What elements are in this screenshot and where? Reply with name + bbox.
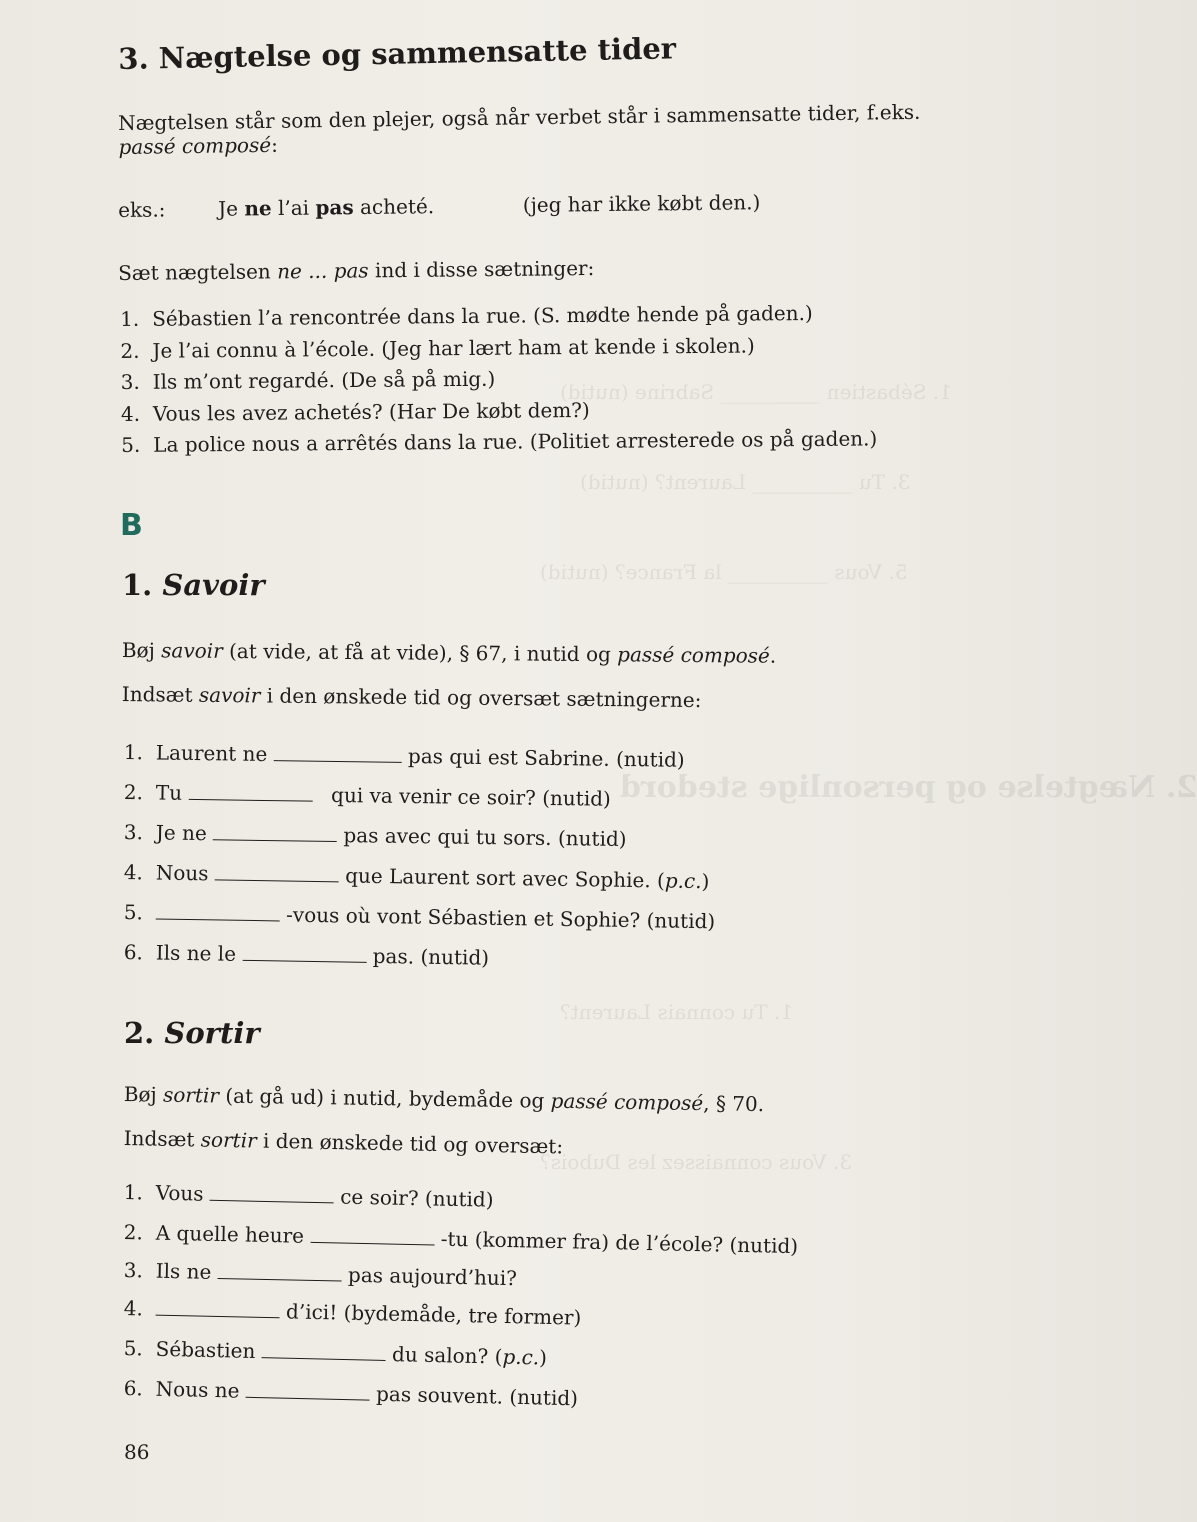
item-pre: Vous: [155, 1180, 204, 1206]
item-number: 6.: [123, 1376, 144, 1401]
item-number: 1.: [123, 1180, 144, 1205]
item-post: ce soir? (nutid): [339, 1184, 494, 1212]
sortir-line2-pre: Indsæt: [123, 1126, 195, 1152]
item-number: 4.: [120, 401, 141, 426]
item-pre: Laurent ne: [155, 740, 268, 767]
item-number: 2.: [120, 338, 140, 363]
section-3-list: [120, 297, 877, 461]
item-number: 3.: [120, 369, 140, 394]
answer-blank[interactable]: [274, 744, 402, 763]
list-item: [124, 740, 685, 772]
item-text: Ils m’ont regardé. (De så på mig.): [152, 366, 496, 394]
item-number: 1.: [120, 306, 140, 331]
savoir-line1-mid: (at vide, at få at vide), § 67, i nutid og: [228, 638, 611, 667]
intro-colon: :: [270, 132, 279, 157]
sortir-line2-post: i den ønskede tid og oversæt:: [262, 1128, 564, 1159]
item-text: Je l’ai connu à l’école. (Jeg har lært ham at kende i skolen.): [152, 332, 755, 363]
answer-blank[interactable]: [156, 1299, 280, 1319]
savoir-line2-verb: savoir: [198, 682, 261, 708]
answer-blank[interactable]: [242, 944, 366, 963]
item-pre: Nous: [155, 860, 209, 886]
show-through-line: 5. Vous __________ la France? (nutid): [540, 560, 908, 584]
item-post: pas souvent. (nutid): [375, 1381, 579, 1411]
list-item: [124, 780, 611, 811]
item-post: pas qui est Sabrine. (nutid): [407, 743, 685, 772]
item-number: 1.: [123, 740, 144, 765]
sortir-line2-verb: sortir: [200, 1127, 257, 1153]
list-item: [120, 297, 876, 335]
list-item: [123, 1220, 798, 1258]
savoir-instruction-1: [122, 638, 776, 668]
example-je: Je: [218, 196, 239, 221]
sortir-line1-pre: Bøj: [123, 1082, 157, 1107]
section-3-task: [118, 256, 594, 285]
page-number: 86: [124, 1440, 150, 1464]
item-post: que Laurent sort avec Sophie. (: [345, 863, 666, 893]
sortir-instruction-1: [124, 1082, 765, 1116]
intro-term: passé composé: [118, 132, 272, 159]
item-number: 5.: [123, 900, 144, 925]
example-translation: (jeg har ikke købt den.): [522, 190, 761, 218]
item-post: -tu (kommer fra) de l’école? (nutid): [440, 1226, 799, 1259]
sortir-line1-verb: sortir: [162, 1082, 220, 1108]
answer-blank[interactable]: [218, 1262, 342, 1282]
savoir-heading-number: 1.: [122, 568, 153, 602]
item-pre: Je ne: [155, 820, 207, 846]
item-post-abbrev: p.c.: [502, 1344, 540, 1370]
intro-text: Nægtelsen står som den plejer, også når verbet står i sammensatte tider, f.eks.: [118, 99, 921, 135]
answer-blank[interactable]: [310, 1226, 434, 1246]
section-3-heading: 3. Nægtelse og sammensatte tider: [118, 31, 677, 76]
item-post: qui va venir ce soir? (nutid): [330, 782, 611, 811]
task-pre: Sæt nægtelsen: [118, 259, 271, 285]
show-through-line: 1. Sébastien __________ Sabrine (nutid): [560, 380, 952, 404]
list-item: [124, 860, 710, 893]
example-line: [118, 190, 761, 222]
savoir-line2-post: i den ønskede tid og oversæt sætningerne:: [266, 683, 702, 713]
item-pre: Sébastien: [155, 1336, 256, 1363]
sortir-line1-end: , § 70.: [703, 1091, 765, 1117]
sortir-heading-number: 2.: [124, 1016, 155, 1050]
savoir-line1-verb: savoir: [161, 638, 223, 663]
item-number: 5.: [123, 1336, 144, 1361]
item-number: 6.: [123, 940, 144, 965]
item-number: 3.: [123, 1258, 144, 1283]
show-through-line: 3. Vous connaissez les Dubois?: [540, 1150, 853, 1174]
task-post: ind i disse sætninger:: [374, 256, 595, 283]
item-post: -vous où vont Sébastien et Sophie? (nutid): [285, 902, 716, 934]
savoir-heading: [122, 568, 265, 602]
savoir-line1-term: passé composé: [617, 642, 770, 668]
savoir-line1-pre: Bøj: [121, 638, 155, 663]
list-item: [124, 900, 716, 933]
item-post: pas aujourd’hui?: [347, 1262, 518, 1291]
item-text: Vous les avez achetés? (Har De købt dem?): [152, 397, 590, 426]
item-pre: Ils ne: [155, 1258, 212, 1284]
section-b-letter: B: [120, 508, 143, 543]
answer-blank[interactable]: [215, 863, 339, 882]
item-number: 4.: [123, 1296, 144, 1321]
show-through-heading: 2. Nægtelse og personlige stedord: [620, 770, 1197, 805]
list-item: [124, 820, 627, 851]
answer-blank[interactable]: [213, 823, 337, 842]
list-item: [121, 423, 877, 461]
item-number: 2.: [123, 780, 144, 805]
savoir-heading-title: Savoir: [162, 568, 265, 602]
item-number: 3.: [123, 820, 144, 845]
savoir-instruction-2: [122, 682, 702, 712]
list-item: [123, 1376, 578, 1410]
item-pre: Tu: [155, 780, 183, 805]
list-item: [124, 940, 490, 970]
item-number: 4.: [123, 860, 144, 885]
item-pre: Ils ne le: [155, 940, 237, 966]
sortir-heading-title: Sortir: [164, 1016, 260, 1050]
item-number: 2.: [123, 1220, 144, 1245]
item-text: Sébastien l’a rencontrée dans la rue. (S. mødte hende på gaden.): [152, 300, 813, 331]
item-pre: A quelle heure: [155, 1220, 305, 1248]
sortir-heading: [124, 1016, 260, 1050]
item-post-end: ): [538, 1345, 548, 1370]
example-ne: ne: [244, 196, 272, 221]
list-item: [123, 1336, 547, 1370]
answer-blank[interactable]: [262, 1341, 386, 1361]
example-pas: pas: [315, 195, 354, 220]
item-post: d’ici! (bydemåde, tre former): [285, 1299, 582, 1330]
item-text: La police nous a arrêtés dans la rue. (Politiet arresterede os på gaden.): [153, 426, 878, 457]
example-mid: l’ai: [277, 195, 310, 221]
list-item: [123, 1296, 581, 1330]
example-end: acheté.: [359, 194, 435, 220]
show-through-line: 3. Tu __________ Laurent? (nutid): [580, 470, 911, 494]
section-3-intro: [118, 100, 921, 159]
list-item: [123, 1180, 493, 1212]
answer-blank[interactable]: [210, 1184, 334, 1204]
savoir-line2-pre: Indsæt: [121, 682, 193, 707]
sortir-line1-mid: (at gå ud) i nutid, bydemåde og: [225, 1083, 545, 1113]
savoir-line1-end: .: [769, 643, 777, 668]
item-post-end: ): [701, 869, 710, 894]
task-term: ne ... pas: [276, 258, 369, 284]
item-pre: Nous ne: [155, 1376, 240, 1403]
item-post-abbrev: p.c.: [664, 868, 702, 894]
sortir-line1-term: passé composé: [550, 1088, 704, 1116]
list-item: [123, 1258, 517, 1290]
item-number: 5.: [121, 432, 141, 457]
item-post: pas avec qui tu sors. (nutid): [343, 823, 627, 852]
sortir-instruction-2: [124, 1126, 564, 1158]
item-post: pas. (nutid): [372, 943, 490, 970]
item-post: du salon? (: [391, 1342, 503, 1369]
answer-blank[interactable]: [188, 783, 312, 802]
answer-blank[interactable]: [246, 1381, 370, 1401]
answer-blank[interactable]: [156, 903, 280, 922]
example-label: eks.:: [118, 197, 166, 222]
show-through-line: 1. Tu connais Laurent?: [560, 1000, 794, 1024]
